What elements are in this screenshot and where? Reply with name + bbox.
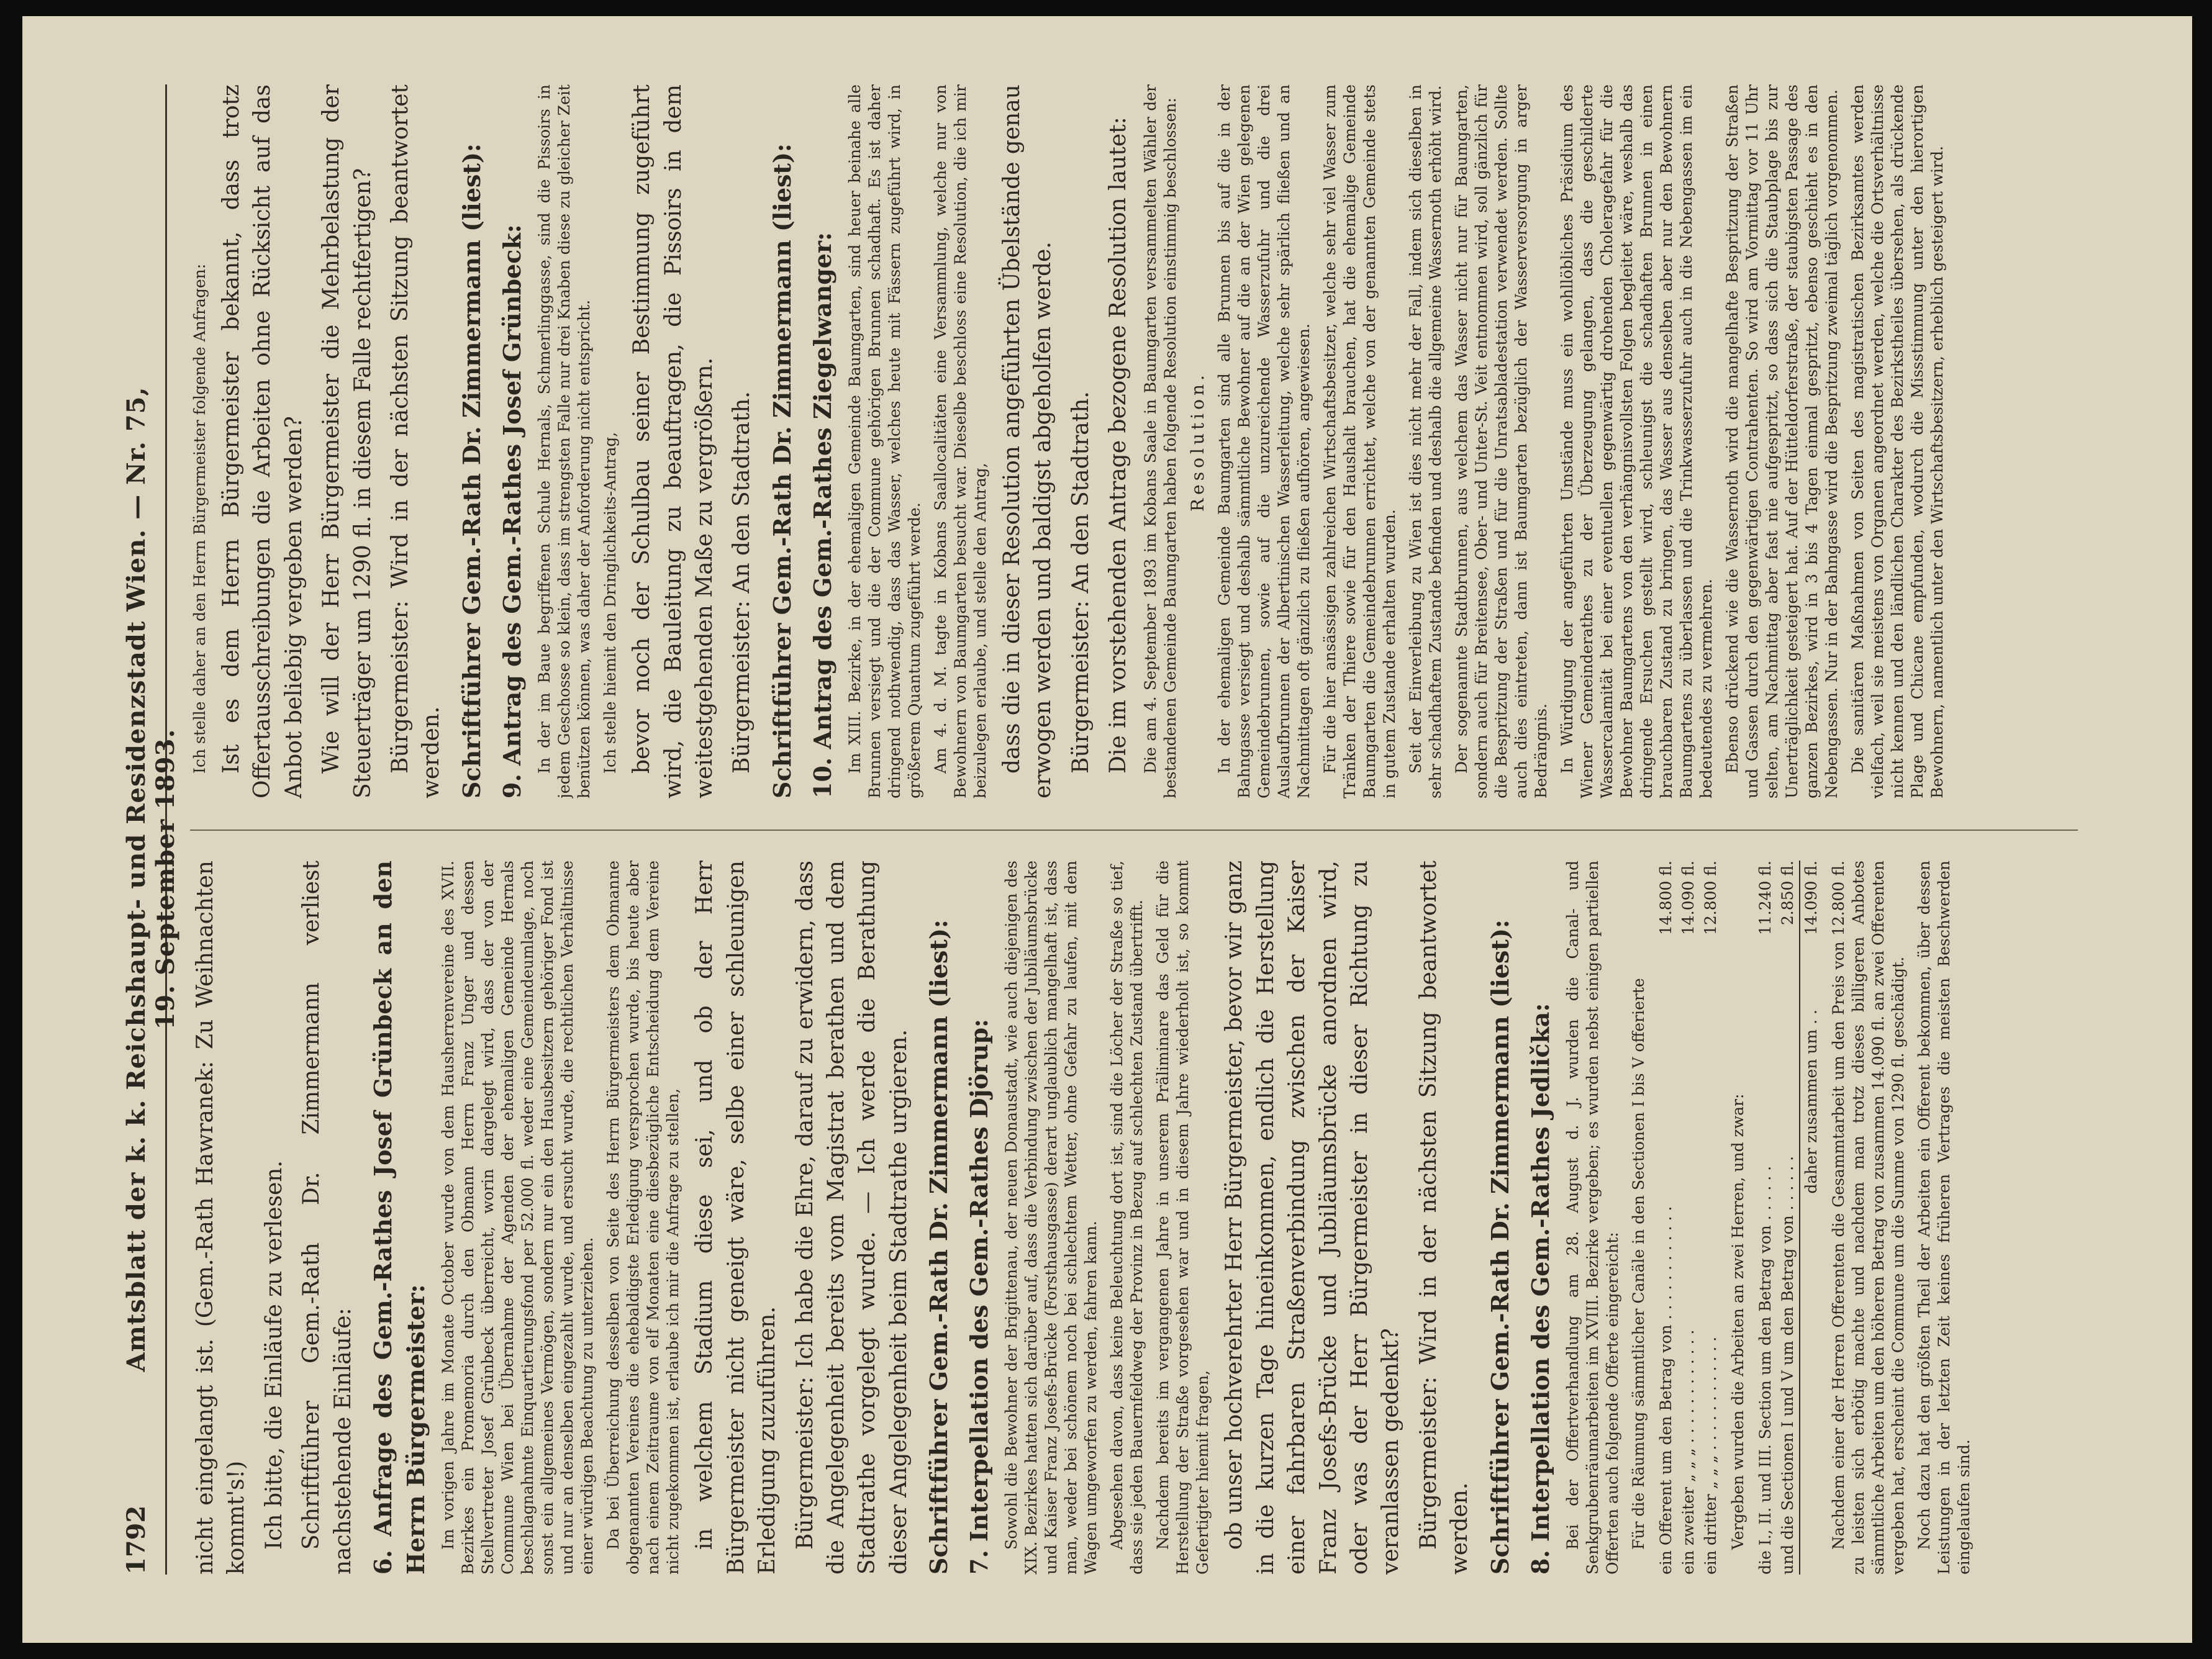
paragraph: Vergeben wurden die Arbeiten an zwei Herren, und zwar: xyxy=(1728,1093,1747,1550)
paragraph: Abgesehen davon, dass keine Beleuchtung dort ist, sind die Löcher der Straße so tief, dass sie jeden Bauernfeldweg der Provinz in Bezug auf schlechten Zustand übertrifft. xyxy=(1108,861,1146,1575)
paragraph: In der ehemaligen Gemeinde Baumgarten sind alle Brunnen bis auf die in der Bahngasse versiegt und deshalb sämmtliche Bewohner auf die an der Wien gelegenen Gemeindebrunnen, sowie auf die unzureichende Wasserzufuhr und die drei Auslaufbrunnen der Albertinischen Wasserleitung, welche sehr spärlich fließen und an Nachmittagen oft gänzlich zu fließen aufhören, angewiesen. xyxy=(1215,84,1313,798)
paragraph: Im vorigen Jahre im Monate October wurde von dem Hausherrenvereine des XVII. Bezirkes ein Promemoria durch den Obmann Herrn Franz Unger und dessen Stellvertreter Josef Grünbeck überreicht, worin dargelegt wird, dass der von der Commune Wien bei Übernahme der Agenden der ehemaligen Gemeinde Hernals beschlagnahmte Einquartierungsfond per 52.000 fl. weder eine Gemeindeumlage, noch sonst ein allgemeines Vermögen, sondern nur ein den Hausbesitzern gehöriger Fond ist und nur an denselben eingezahlt wurde, und ersucht wurde, die rechtlichen Verhältnisse einer würdigen Beachtung zu unterziehen. xyxy=(439,861,597,1575)
paragraph: Bürgermeister: An den Stadtrath. xyxy=(729,391,755,774)
paragraph: In der im Baue begriffenen Schule Hernals, Schmerlinggasse, sind die Pissoirs in jedem Geschosse so klein, dass im strengsten Falle nur drei Knaben diese zu gleicher Zeit benützen können, was daher der Anforderung nicht entspricht. xyxy=(535,84,594,798)
section-heading: 9. Antrag des Gem.-Rathes Josef Grünbeck: xyxy=(497,224,526,798)
table-row xyxy=(1655,861,1677,1575)
page-body xyxy=(116,84,2103,1575)
right-column xyxy=(190,84,2090,798)
scanned-page xyxy=(22,16,2192,1643)
section-heading: Schriftführer Gem.-Rath Dr. Zimmermann (liest): xyxy=(925,920,953,1575)
paragraph: Nachdem bereits im vergangenen Jahre in unserem Präliminare das Geld für die Herstellung der Straße vorgesehen war und in diesem Jahre wiederholt ist, so kommt Gefertigter hiemit fragen, xyxy=(1154,861,1212,1575)
award-label: und die Sectionen I und V um den Betrag von . . . . . . xyxy=(1778,1155,1797,1575)
paragraph: Bei der Offertverhandlung am 28. August d. J. wurden die Canal- und Senkgrubenräumarbeiten im XVIII. Bezirke vergeben; es wurden nebst einigen partiellen Offerten auch folgende Offerte eingereicht: xyxy=(1563,861,1621,1575)
column-divider xyxy=(190,830,2078,831)
sum-amount: 14.090 fl. xyxy=(1800,861,1823,997)
section-heading: Schriftführer Gem.-Rath Dr. Zimmermann (liest): xyxy=(768,143,796,798)
paragraph: bevor noch der Schulbau seiner Bestimmung zugeführt wird, die Bauleitung zu beauftragen, die Pissoirs in dem weitestgehenden Maße zu vergrößern. xyxy=(629,84,717,798)
table-row xyxy=(1800,861,1823,1575)
paragraph: Da bei Überreichung desselben von Seite des Herrn Bürgermeisters dem Obmanne obgenannten Vereines die ehebaldigste Erledigung versprochen wurde, bis heute aber nach einem Zeitraume von elf Monaten eine diesbezügliche Entscheidung dem Vereine nicht zugekommen ist, erlaube ich mir die Anfrage zu stellen, xyxy=(604,861,682,1575)
section-heading: 10. Antrag des Gem.-Rathes Ziegelwanger: xyxy=(808,232,836,798)
text-columns xyxy=(190,84,2090,1575)
paragraph: nicht eingelangt ist. (Gem.-Rath Hawranek: Zu Weihnachten kommt's!) xyxy=(193,861,250,1575)
section-heading: 6. Anfrage des Gem.-Rathes Josef Grünbeck an den Herrn Bürgermeister: xyxy=(368,861,430,1575)
offer-amount: 12.800 fl. xyxy=(1701,861,1720,936)
paragraph: Die im vorstehenden Antrage bezogene Resolution lautet: xyxy=(1105,117,1131,774)
left-column xyxy=(190,861,2090,1575)
running-title: Amtsblatt der k. k. Reichshaupt- und Residenzstadt Wien. — Nr. 75, 19. September 1893. xyxy=(122,386,180,1372)
paragraph: Für die Räumung sämmtlicher Canäle in den Sectionen I bis V offerierte xyxy=(1629,978,1648,1550)
award-amount: 11.240 fl. xyxy=(1756,861,1774,936)
paragraph: Für die hier ansässigen zahlreichen Wirtschaftsbesitzer, welche sehr viel Wasser zum Tränken der Thiere sowie für den Haushalt brauchen, hat die ehemalige Gemeinde Baumgarten die Gemeindebrunnen errichtet, welche von der genannten Gemeinde stets in gutem Zustande erhalten wurden. xyxy=(1321,84,1399,798)
paragraph: Nachdem einer der Herren Offerenten die Gesammtarbeit um den Preis von 12.800 fl. zu leisten sich erbötig machte und nachdem man trotz dieses billigeren Anbotes sämmtliche Arbeiten um den höheren Betrag von zusammen 14.090 fl. an zwei Offerenten vergeben hat, erscheint die Commune um die Summe von 1290 fl. geschädigt. xyxy=(1829,861,1907,1575)
paragraph: Ich bitte, die Einläufe zu verlesen. xyxy=(261,1160,287,1550)
page-header xyxy=(116,84,180,1575)
paragraph: dass die in dieser Resolution angeführten Übelstände genau erwogen werden und baldigst abgeholfen werde. xyxy=(999,84,1056,798)
sum-label: daher zusammen um . . xyxy=(1800,997,1823,1575)
paragraph: Die sanitären Maßnahmen von Seiten des magistratischen Bezirksamtes werden vielfach, weil sie meistens von Organen angeordnet werden, welche die Ortsverhältnisse nicht kennen und den ländlichen Charakter des Bezirkstheiles übersehen, als drückende Plage und Chicane empfunden, wodurch die Missstimmung unter den hierortigen Bewohnern, namentlich unter den Wirtschaftsbesitzern, erheblich gesteigert wird. xyxy=(1849,84,1947,798)
offer-label: ein zweiter „ „ „ . . . . . . . . . . . . xyxy=(1679,1329,1697,1575)
paragraph: Sowohl die Bewohner der Brigittenau, der neuen Donaustadt, wie auch diejenigen des XIX. Bezirkes hatten sich darüber auf, dass die Verbindung zwischen der Jubiläumsbrücke und Kaiser Franz Josefs-Brücke (Forsthausgasse) derart unglaublich mangelhaft ist, dass man, weder bei schönem noch bei schlechtem Wetter, ohne Gefahr zu laufen, mit dem Wagen umgeworfen zu werden, fahren kann. xyxy=(1002,861,1100,1575)
paragraph: Wie will der Herr Bürgermeister die Mehrbelastung der Steuerträger um 1290 fl. in diesem Falle rechtfertigen? xyxy=(319,84,376,798)
award-label: die I., II. und III. Section um den Betrag von . . . . . . xyxy=(1756,1165,1774,1575)
section-heading: 8. Interpellation des Gem.-Rathes Jedlička: xyxy=(1526,1003,1554,1575)
section-heading: 7. Interpellation des Gem.-Rathes Djörup: xyxy=(965,1018,994,1575)
offer-amount: 14.800 fl. xyxy=(1656,861,1675,936)
section-heading: Schriftführer Gem.-Rath Dr. Zimmermann (liest): xyxy=(457,143,486,798)
paragraph: Ist es dem Herrn Bürgermeister bekannt, dass trotz Offertausschreibungen die Arbeiten ohne Rücksicht auf das Anbot beliebig vergeben werden? xyxy=(219,84,307,798)
paragraph: Bürgermeister: Wird in der nächsten Sitzung beantwortet werden. xyxy=(387,84,445,798)
offers-table xyxy=(1655,861,1722,1575)
paragraph: Bürgermeister: An den Stadtrath. xyxy=(1067,391,1094,774)
paragraph: Ebenso drückend wie die Wassernoth wird die mangelhafte Bespritzung der Straßen und Gassen durch den gegenwärtigen Contrahenten. So wird am Vormittag vor 11 Uhr selten, am Nachmittag aber fast nie aufgespritzt, so dass sich die Staubplage bis zur Unerträglichkeit gesteigert hat. Auf der Hütteldorferstraße, der staubigsten Passage des ganzen Bezirkes, wird in 3 bis 4 Tagen einmal gespritzt, ebenso geschieht es in den Nebengassen. Nur in der Bahngasse wird die Bespritzung zweimal täglich vorgenommen. xyxy=(1723,84,1841,798)
offer-label: ein dritter „ „ „ . . . . . . . . . . . . xyxy=(1701,1336,1720,1575)
paragraph: Ich stelle daher an den Herrn Bürgermeister folgende Anfragen: xyxy=(191,263,209,774)
paragraph: Die am 4. September 1893 im Kobans Saale in Baumgarten versammelten Wähler der bestandenen Gemeinde Baumgarten haben folgende Resolution einstimmig beschlossen: xyxy=(1141,84,1179,798)
table-row xyxy=(1754,861,1777,1575)
table-row xyxy=(1777,861,1800,1575)
paragraph: Der sogenannte Stadtbrunnen, aus welchem das Wasser nicht nur für Baumgarten, sondern auch für Breitensee, Ober- und Unter-St. Veit entnommen wird, soll gänzlich für die Bespritzung der Straßen und für die Unratsabladestation verwendet werden. Sollte auch dies eintreten, dann ist Baumgarten bezüglich der Wasserversorgung in arger Bedrängnis. xyxy=(1453,84,1551,798)
paragraph: ob unser hochverehrter Herr Bürgermeister, bevor wir ganz in die kurzen Tage hineinkommen, endlich die Herstellung einer fahrbaren Straßenverbindung zwischen der Kaiser Franz Josefs-Brücke und Jubiläumsbrücke anordnen wird, oder was der Herr Bürgermeister in dieser Richtung zu veranlassen gedenkt? xyxy=(1222,861,1404,1575)
paragraph: In Würdigung der angeführten Umstände muss ein wohllöbliches Präsidium des Wiener Gemeinderathes zu der Überzeugung gelangen, dass die geschilderte Wassercalamität bei einer eventuellen gegenwärtig drohenden Choleragefahr für die Bewohner Baumgartens von den verhängnisvollsten Folgen begleitet wäre, weshalb das dringende Ersuchen gestellt wird, schleunigst die schadhaften Brunnen in einen brauchbaren Zustand zu bringen, das Wasser aus denselben aber nur den Bewohnern Baumgartens zu überlassen und die Trinkwasserzufuhr auch in die Nebengassen im ein bedeutendes zu vermehren. xyxy=(1558,84,1716,798)
paragraph: Seit der Einverleibung zu Wien ist dies nicht mehr der Fall, indem sich dieselben in sehr schadhaftem Zustande befinden und deshalb die allgemeine Wassernoth erhöht wird. xyxy=(1407,84,1445,798)
awards-table xyxy=(1754,861,1823,1575)
paragraph: Am 4. d. M. tagte in Kobans Saallocalitäten eine Versammlung, welche nur von Bewohnern von Baumgarten besucht war. Dieselbe beschloss eine Resolution, die ich mir beizulegen erlaube, und stelle den Antrag, xyxy=(931,84,990,798)
paragraph: Bürgermeister: Wird in der nächsten Sitzung beantwortet werden. xyxy=(1415,861,1473,1575)
offer-label: ein Offerent um den Betrag von . . . . . . . . . . . . xyxy=(1656,1206,1675,1575)
table-row xyxy=(1677,861,1700,1575)
section-heading: Schriftführer Gem.-Rath Dr. Zimmermann (liest): xyxy=(1485,920,1514,1575)
award-amount: 2.850 fl. xyxy=(1778,861,1797,926)
paragraph: Bürgermeister: Ich habe die Ehre, darauf zu erwidern, dass die Angelegenheit bereits vom Magistrat berathen und dem Stadtrathe vorgelegt wurde. — Ich werde die Berathung dieser Angelegenheit beim Stadtrathe urgieren. xyxy=(792,861,912,1575)
offer-amount: 14.090 fl. xyxy=(1679,861,1697,936)
table-row xyxy=(1700,861,1722,1575)
rotated-page-content xyxy=(22,16,2192,1643)
page-number: 1792 xyxy=(122,1505,151,1575)
resolution-heading: Resolution. xyxy=(1187,371,1208,512)
paragraph: Noch dazu hat den größten Theil der Arbeiten ein Offerent bekommen, über dessen Leistungen in der letzten Zeit keines früheren Vertrages die meisten Beschwerden eingelaufen sind. xyxy=(1915,861,1973,1575)
paragraph: in welchem Stadium diese sei, und ob der Herr Bürgermeister nicht geneigt wäre, selbe einer schleunigen Erledigung zuzuführen. xyxy=(692,861,781,1575)
paragraph: Ich stelle hiemit den Dringlichkeits-Antrag, xyxy=(601,432,620,774)
paragraph: Im XIII. Bezirke, in der ehemaligen Gemeinde Baumgarten, sind heuer beinahe alle Brunnen versiegt und die der Commune gehörigen Brunnen schadhaft. Es ist daher dringend nothwendig, dass das Wasser, welches heute mit Fässern zugeführt wird, in größerem Quantum zugeführt werde. xyxy=(846,84,924,798)
paragraph: Schriftführer Gem.-Rath Dr. Zimmermann verliest nachstehende Einläufe: xyxy=(299,861,356,1575)
